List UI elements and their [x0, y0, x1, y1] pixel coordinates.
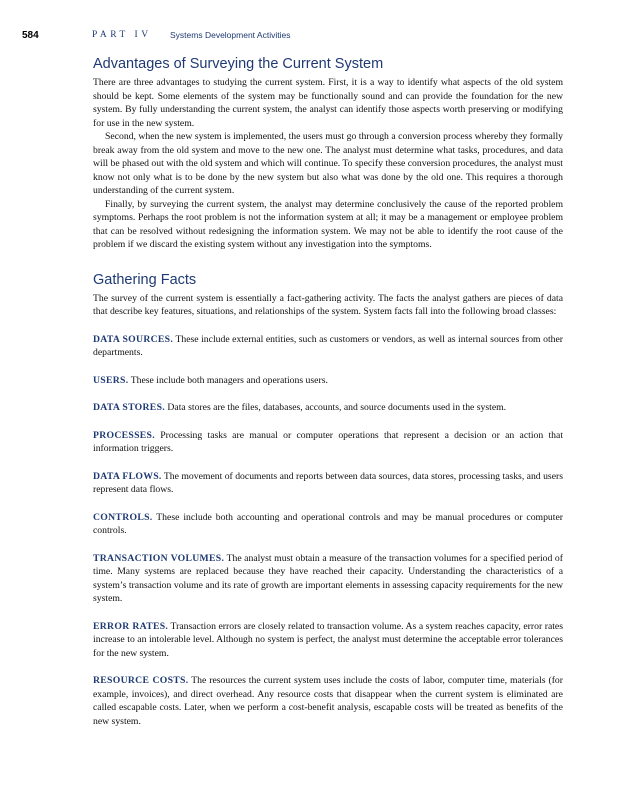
term-processes — [93, 429, 563, 456]
section-heading-advantages: Advantages of Surveying the Current System — [93, 56, 384, 72]
paragraph: Finally, by surveying the current system, the analyst may determine conclusively the cause of the reported problem symptoms. Perhaps the root problem is not the information system at all; it may be a management or employee problem that can be resolved without redesigning the information system. We may not be able to identify the root cause of the problem if we discard the existing system without any investigation into the symptoms. — [93, 198, 563, 250]
term-users — [93, 374, 563, 388]
term-data-sources — [93, 333, 563, 360]
term-label: USERS. — [93, 374, 129, 386]
term-label: RESOURCE COSTS. — [93, 675, 189, 686]
page-content — [93, 56, 563, 728]
term-resource-costs — [93, 674, 563, 728]
term-text: The resources the current system uses include the costs of labor, computer time, materials (for example, invoices), and direct overhead. Any resource costs that disappear when the current system is eliminated are called escapable costs. Later, when we perform a cost-benefit analysis, escapable costs will be treated as benefits of the new system. — [93, 675, 563, 727]
term-label: DATA SOURCES. — [93, 333, 174, 345]
term-label: DATA FLOWS. — [93, 470, 162, 482]
term-label: PROCESSES. — [93, 429, 155, 441]
term-text: These include external entities, such as customers or vendors, as well as internal sources from other departments. — [93, 333, 564, 358]
term-label: ERROR RATES. — [93, 620, 169, 632]
page-header — [22, 30, 619, 44]
running-title: Systems Development Activities — [170, 30, 291, 40]
term-error-rates — [93, 620, 563, 661]
term-transaction-volumes — [93, 552, 563, 606]
term-controls — [93, 511, 563, 538]
term-text: Processing tasks are manual or computer operations that represent a decision or an action that information triggers. — [93, 429, 564, 454]
term-data-stores — [93, 401, 563, 415]
term-text: These include both managers and operations users. — [130, 374, 328, 386]
term-text: The movement of documents and reports between data sources, data stores, processing tasks, and users represent data flows. — [93, 470, 563, 495]
term-text: These include both accounting and operational controls and may be manual procedures or computer controls. — [93, 511, 563, 536]
term-label: CONTROLS. — [93, 511, 153, 523]
section-heading-gathering-facts: Gathering Facts — [93, 271, 197, 288]
paragraph: Second, when the new system is implemented, the users must go through a conversion process whereby they formally break away from the old system and move to the new one. The analyst must determine what tasks, procedures, and data will be phased out with the old system and which will continue. To specify these conversion procedures, the analyst must know not only what is to be done by the new system but also what was done by the old one. This requires a thorough understanding of the current system. — [93, 131, 563, 196]
part-label: PART IV — [92, 30, 152, 40]
term-text: The analyst must obtain a measure of the transaction volumes for a specified period of time. Many systems are replaced because they have reached their capacity. Understanding the characteristics of a system’s transaction volume and its rate of growth are important elements in assessing capacity requirements for the new system. — [93, 552, 563, 604]
paragraph: There are three advantages to studying the current system. First, it is a way to identify what aspects of the old system should be kept. Some elements of the system may be functionally sound and can provide the foundation for the new system. By fully understanding the current system, the analyst can identify those aspects worth preserving or modifying for use in the new system. — [93, 77, 563, 129]
page-number: 584 — [22, 30, 39, 41]
term-text: Transaction errors are closely related to transaction volume. As a system reaches capacity, error rates increase to an intolerable level. Although no system is perfect, the analyst must determine the acceptable error tolerances for the new system. — [93, 620, 564, 659]
paragraph: The survey of the current system is essentially a fact-gathering activity. The facts the analyst gathers are pieces of data that describe key features, situations, and relationships of the system. System facts fall into the following broad classes: — [93, 292, 563, 317]
term-data-flows — [93, 470, 563, 497]
term-label: DATA STORES. — [93, 402, 165, 413]
term-label: TRANSACTION VOLUMES. — [93, 552, 225, 564]
term-text: Data stores are the files, databases, accounts, and source documents used in the system. — [167, 402, 507, 413]
